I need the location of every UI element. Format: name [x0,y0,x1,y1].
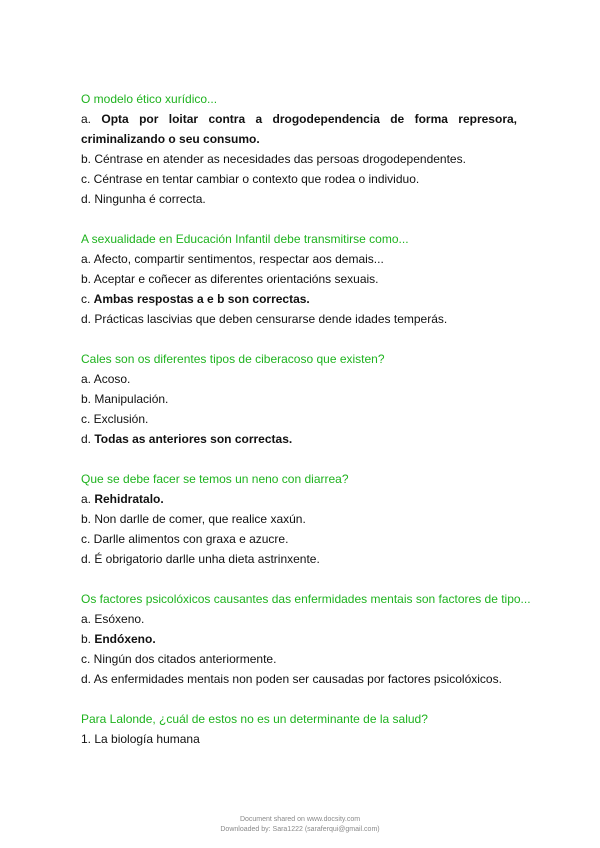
option-letter: c. [81,412,94,426]
answer-option [81,389,517,409]
question-block [81,709,517,749]
option-letter: 1. [81,732,95,746]
question-prompt: Os factores psicolóxicos causantes das enfermidades mentais son factores de tipo... [81,592,531,606]
correct-answer-text: Todas as anteriores son correctas. [94,432,293,446]
option-text: Exclusión. [93,412,149,426]
option-text: Aceptar e coñecer as diferentes orientacións sexuais. [93,272,379,286]
option-letter: a. [81,612,95,626]
option-letter: c. [81,172,94,186]
option-letter: a. [81,492,95,506]
option-text: Céntrase en atender as necesidades das persoas drogodependentes. [94,152,466,166]
option-letter: b. [81,272,94,286]
answer-option [81,489,517,509]
option-letter: d. [81,312,95,326]
answer-option [81,669,517,689]
answer-option [81,189,517,209]
correct-answer-text: Opta por loitar contra a drogodependencia de forma represora, criminalizando o seu consumo. [81,112,517,146]
answer-option [81,249,517,269]
answer-option [81,369,517,389]
option-text: Ningún dos citados anteriormente. [93,652,277,666]
quiz-content [81,89,531,769]
option-text: Ningunha é correcta. [94,192,206,206]
question-block [81,349,517,449]
answer-option [81,109,517,149]
option-text: As enfermidades mentais non poden ser causadas por factores psicolóxicos. [93,672,502,686]
answer-option [81,649,517,669]
option-letter: b. [81,152,95,166]
option-text: Acoso. [93,372,131,386]
question-block [81,229,517,329]
option-letter: d. [81,552,95,566]
option-text: Afecto, compartir sentimentos, respectar aos demais... [93,252,384,266]
answer-option [81,509,517,529]
option-text: Manipulación. [94,392,169,406]
answer-option [81,529,517,549]
page-footer [0,815,600,835]
option-text: Esóxeno. [94,612,145,626]
question-prompt: O modelo ético xurídico... [81,92,218,106]
option-letter: d. [81,672,94,686]
option-letter: c. [81,532,94,546]
question-prompt: Que se debe facer se temos un neno con diarrea? [81,472,349,486]
answer-option [81,289,517,309]
option-text: Céntrase en tentar cambiar o contexto que rodea o individuo. [93,172,420,186]
answer-option [81,629,517,649]
option-text: La biología humana [94,732,200,746]
correct-answer-text: Rehidratalo. [94,492,164,506]
option-letter: c. [81,292,94,306]
footer-shared-line: Document shared on www.docsity.com [239,816,361,823]
answer-option [81,269,517,289]
question-block [81,89,517,209]
answer-option [81,409,517,429]
option-letter: b. [81,512,95,526]
footer-download-line: Downloaded by: Sara1222 (saraferqui@gmail.com) [220,826,380,833]
option-text: Non darlle de comer, que realice xaxún. [94,512,306,526]
option-text: Darlle alimentos con graxa e azucre. [93,532,289,546]
correct-answer-text: Endóxeno. [94,632,156,646]
answer-option [81,429,517,449]
option-text: É obrigatorio darlle unha dieta astrinxente. [94,552,320,566]
question-block [81,589,531,689]
answer-option [81,729,517,749]
question-prompt: Cales son os diferentes tipos de ciberacoso que existen? [81,352,385,366]
option-letter: b. [81,392,95,406]
answer-option [81,169,517,189]
question-prompt: Para Lalonde, ¿cuál de estos no es un determinante de la salud? [81,712,428,726]
option-letter: a. [81,372,94,386]
correct-answer-text: Ambas respostas a e b son correctas. [93,292,310,306]
answer-option [81,149,517,169]
option-letter: d. [81,432,95,446]
option-text: Prácticas lascivias que deben censurarse dende idades temperás. [94,312,448,326]
answer-option [81,609,517,629]
option-letter: d. [81,192,95,206]
option-letter: c. [81,652,94,666]
answer-option [81,309,517,329]
answer-option [81,549,517,569]
question-block [81,469,517,569]
option-letter: b. [81,632,95,646]
question-prompt: A sexualidade en Educación Infantil debe transmitirse como... [81,232,409,246]
option-letter: a. [81,252,94,266]
option-letter: a. [81,112,102,126]
